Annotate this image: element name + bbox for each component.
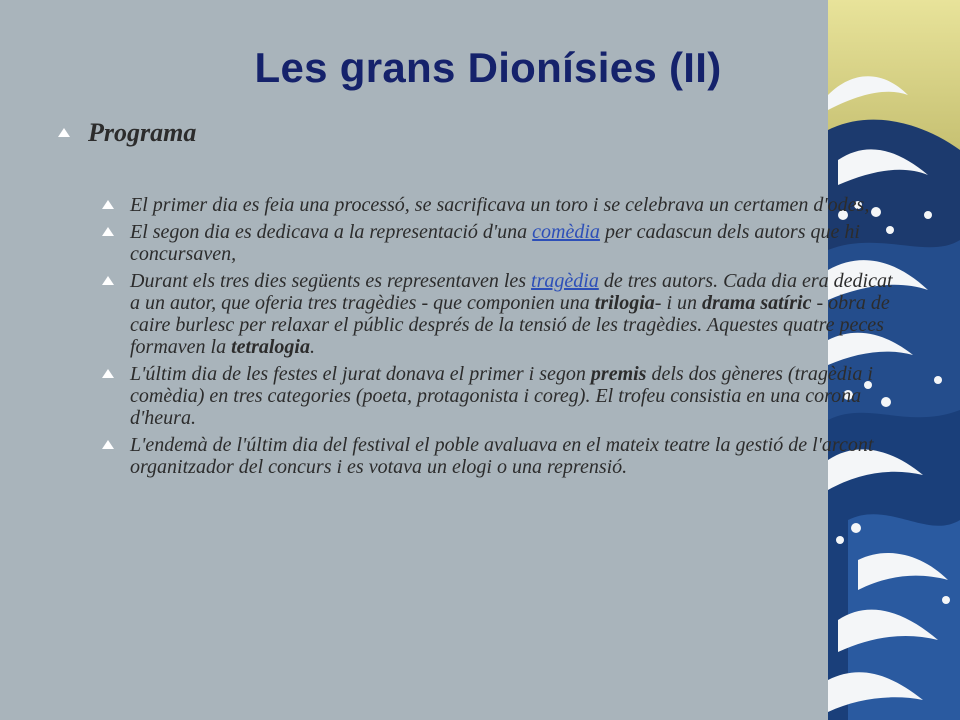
- list-item: [102, 363, 902, 429]
- section-heading: [58, 118, 196, 148]
- list-item-text: - obra de caire burlesc per relaxar el públic després de la tensió de les tragèdies. Aquestes quatre peces formaven la: [130, 292, 890, 358]
- list-item-text: El primer dia es feia una processó, se sacrificava un toro i se celebrava un certamen d'odes,: [130, 194, 870, 216]
- emphasized-term: drama satíric: [702, 292, 812, 314]
- term-link[interactable]: comèdia: [532, 221, 600, 243]
- bullet-list: [102, 194, 902, 483]
- list-item-text: L'últim dia de les festes el jurat donava el primer i segon: [130, 363, 591, 385]
- page-title: Les grans Dionísies (II): [254, 44, 722, 91]
- triangle-bullet-icon: [102, 369, 114, 378]
- emphasized-term: tetralogia: [231, 336, 310, 358]
- list-item: [102, 221, 902, 265]
- list-item-text: .: [309, 336, 315, 358]
- list-item-text: de tres autors. Cada dia era dedicat a un autor, que oferia tres tragèdies - que componien una: [130, 270, 893, 314]
- list-item-text: El segon dia es dedicava a la representació d'una: [130, 221, 533, 243]
- list-item: [102, 270, 902, 358]
- triangle-bullet-icon: [102, 227, 114, 236]
- emphasized-term: trilogia: [594, 292, 655, 314]
- triangle-bullet-icon: [102, 276, 114, 285]
- triangle-bullet-icon: [102, 440, 114, 449]
- term-link[interactable]: tragèdia: [531, 270, 599, 292]
- list-item-text: Durant els tres dies següents es representaven les: [130, 270, 532, 292]
- list-item-text: dels dos gèneres (tragèdia i comèdia) en tres categories (poeta, protagonista i coreg). El trofeu consistia en una corona d'heura.: [130, 363, 873, 429]
- list-item-text: L'endemà de l'últim dia del festival el poble avaluava en el mateix teatre la gestió de l'arcont organitzador del concurs i es votava un elogi o una reprensió.: [130, 434, 874, 478]
- emphasized-term: premis: [590, 363, 647, 385]
- list-item-text: per cadascun dels autors que hi concursaven,: [130, 221, 860, 265]
- list-item-text: - i un: [654, 292, 702, 314]
- triangle-bullet-icon: [102, 200, 114, 209]
- section-heading-label: Programa: [88, 118, 197, 147]
- triangle-bullet-icon: [58, 128, 70, 137]
- list-item: [102, 434, 902, 478]
- list-item: [102, 194, 902, 216]
